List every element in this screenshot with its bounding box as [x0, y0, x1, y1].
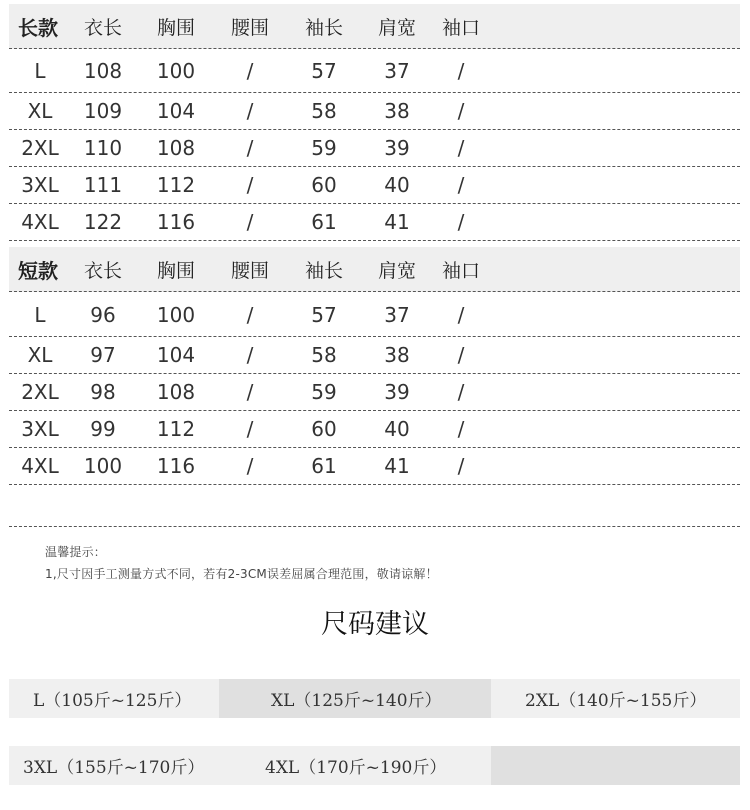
- table-cell: /: [246, 343, 254, 367]
- size-suggestion-box: [219, 746, 491, 785]
- size-suggestion-text: 2XL（140斤~155斤）: [525, 691, 707, 711]
- table-cell: 3XL: [21, 417, 59, 441]
- table-cell: /: [457, 136, 465, 160]
- size-suggestion-box: [491, 679, 740, 718]
- table-cell: 97: [90, 343, 116, 367]
- table-cell: 2XL: [21, 380, 59, 404]
- table-cell: 104: [156, 99, 196, 123]
- table-cell: 4XL: [21, 454, 59, 478]
- short-table-header: [9, 247, 740, 292]
- long-table-header-cell: 肩宽: [377, 16, 416, 39]
- table-cell: 3XL: [21, 173, 59, 197]
- size-suggestion-text: 3XL（155斤~170斤）: [23, 758, 205, 778]
- table-cell: /: [246, 380, 254, 404]
- table-cell: 98: [90, 380, 116, 404]
- table-cell: 100: [156, 302, 196, 327]
- table-cell: 58: [311, 99, 337, 123]
- table-row: [9, 167, 740, 204]
- table-cell: /: [457, 99, 465, 123]
- table-cell: 59: [311, 136, 337, 160]
- table-cell: 104: [156, 343, 196, 367]
- table-cell: /: [457, 454, 465, 478]
- size-suggestion-box: [9, 746, 219, 785]
- blank-table-row: [9, 488, 740, 527]
- table-cell: XL: [27, 343, 53, 367]
- table-cell: /: [246, 302, 254, 327]
- short-table-header-cell: 短款: [18, 258, 58, 283]
- size-suggestion-title: 尺码建议: [321, 609, 429, 640]
- table-cell: 100: [156, 59, 196, 83]
- table-cell: 60: [311, 173, 337, 197]
- table-cell: 108: [156, 380, 196, 404]
- long-table-header: [9, 4, 740, 49]
- table-cell: 58: [311, 343, 337, 367]
- table-cell: 57: [311, 302, 337, 327]
- table-cell: /: [246, 417, 254, 441]
- table-cell: 2XL: [21, 136, 59, 160]
- table-cell: /: [457, 59, 465, 83]
- table-cell: 116: [156, 210, 196, 234]
- table-cell: /: [457, 173, 465, 197]
- table-cell: 39: [384, 136, 410, 160]
- table-cell: 61: [311, 454, 337, 478]
- table-cell: /: [246, 210, 254, 234]
- table-cell: 59: [311, 380, 337, 404]
- table-cell: 108: [156, 136, 196, 160]
- size-suggestion-text: 4XL（170斤~190斤）: [265, 758, 447, 778]
- size-suggestion-box: [9, 679, 219, 718]
- long-table-header-cell: 衣长: [83, 16, 122, 39]
- table-cell: 39: [384, 380, 410, 404]
- size-suggestion-text: L（105斤~125斤）: [33, 691, 192, 711]
- short-table-header-cell: 胸围: [156, 259, 195, 282]
- long-table-header-cell: 长款: [18, 15, 58, 40]
- table-cell: 40: [384, 173, 410, 197]
- short-table-header-cell: 袖口: [441, 259, 480, 282]
- table-row: [9, 293, 740, 337]
- long-table-header-cell: 胸围: [156, 16, 195, 39]
- size-suggestion-box: [219, 679, 491, 718]
- table-cell: 116: [156, 454, 196, 478]
- table-row: [9, 374, 740, 411]
- table-cell: 41: [384, 454, 410, 478]
- short-table-header-cell: 衣长: [83, 259, 122, 282]
- table-cell: 38: [384, 343, 410, 367]
- table-cell: /: [246, 59, 254, 83]
- table-cell: 41: [384, 210, 410, 234]
- table-cell: /: [246, 454, 254, 478]
- table-cell: XL: [27, 99, 53, 123]
- table-cell: /: [246, 99, 254, 123]
- long-table-header-cell: 袖口: [441, 16, 480, 39]
- table-row: [9, 337, 740, 374]
- table-cell: 37: [384, 59, 410, 83]
- tips-heading: 温馨提示：: [45, 545, 107, 559]
- table-cell: 112: [156, 417, 196, 441]
- table-row: [9, 93, 740, 130]
- table-row: [9, 411, 740, 448]
- table-cell: /: [246, 173, 254, 197]
- table-cell: 40: [384, 417, 410, 441]
- table-cell: 100: [83, 454, 123, 478]
- table-cell: L: [34, 59, 46, 83]
- table-cell: 57: [311, 59, 337, 83]
- table-cell: /: [457, 343, 465, 367]
- table-cell: /: [457, 380, 465, 404]
- table-row: [9, 130, 740, 167]
- table-cell: 61: [311, 210, 337, 234]
- table-cell: 37: [384, 302, 410, 327]
- table-cell: /: [457, 302, 465, 327]
- size-suggestion-box: [491, 746, 740, 785]
- table-row: [9, 204, 740, 241]
- table-cell: 112: [156, 173, 196, 197]
- table-cell: /: [457, 417, 465, 441]
- table-cell: 99: [90, 417, 116, 441]
- table-cell: /: [246, 136, 254, 160]
- table-cell: 4XL: [21, 210, 59, 234]
- short-table-header-cell: 腰围: [230, 259, 269, 282]
- short-table-header-cell: 肩宽: [377, 259, 416, 282]
- short-table-header-cell: 袖长: [304, 259, 343, 282]
- table-cell: 110: [83, 136, 123, 160]
- table-row: [9, 50, 740, 93]
- tips-line: 1,尺寸因手工测量方式不同，若有2-3CM误差屈属合理范围，敬请谅解！: [45, 567, 438, 581]
- table-cell: 109: [83, 99, 123, 123]
- table-cell: 122: [83, 210, 123, 234]
- table-cell: L: [34, 302, 46, 327]
- table-cell: /: [457, 210, 465, 234]
- table-cell: 108: [83, 59, 123, 83]
- table-cell: 111: [83, 173, 123, 197]
- table-cell: 38: [384, 99, 410, 123]
- long-table-header-cell: 袖长: [304, 16, 343, 39]
- table-cell: 60: [311, 417, 337, 441]
- size-suggestion-text: XL（125斤~140斤）: [271, 691, 442, 711]
- table-row: [9, 448, 740, 485]
- table-cell: 96: [90, 302, 116, 327]
- long-table-header-cell: 腰围: [230, 16, 269, 39]
